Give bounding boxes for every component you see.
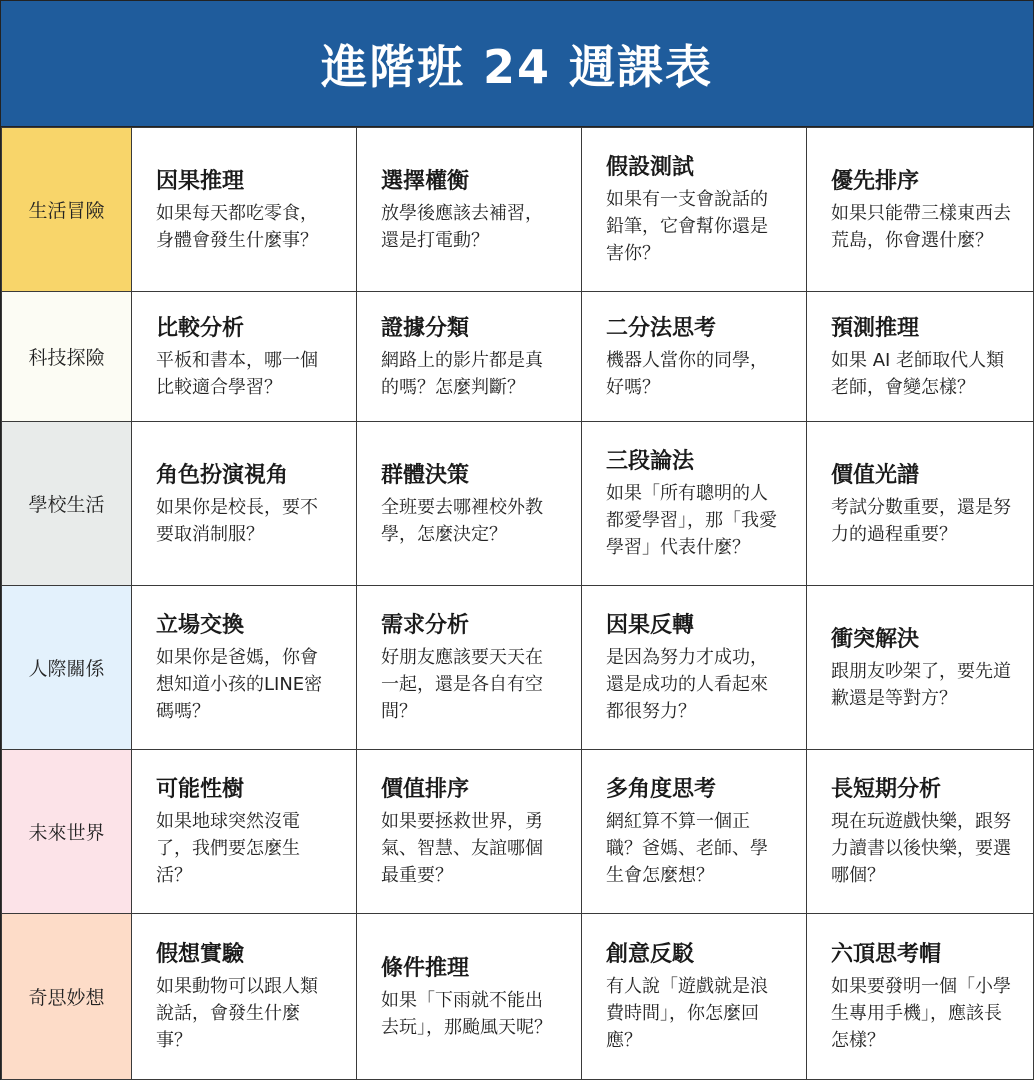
lesson-cell	[807, 750, 1034, 914]
table-row	[2, 292, 1034, 422]
lesson-question: 有人說「遊戲就是浪費時間」，你怎麼回應？	[606, 976, 768, 1051]
lesson-topic: 六頂思考帽	[831, 942, 942, 967]
lesson-topic: 長短期分析	[831, 777, 942, 802]
table-row	[2, 750, 1034, 914]
lesson-cell	[582, 586, 807, 750]
lesson-topic: 角色扮演視角	[156, 462, 289, 488]
header-banner	[1, 1, 1033, 127]
lesson-question: 如果要拯救世界，勇氣、智慧、友誼哪個最重要？	[381, 811, 543, 886]
lesson-topic: 因果推理	[156, 168, 245, 194]
lesson-cell	[582, 750, 807, 914]
lesson-topic: 選擇權衡	[381, 168, 470, 194]
lesson-cell	[132, 292, 357, 422]
lesson-cell	[357, 914, 582, 1080]
lesson-topic: 可能性樹	[156, 777, 245, 802]
lesson-cell	[582, 128, 807, 292]
category-label: 奇思妙想	[2, 914, 132, 1080]
lesson-cell	[582, 914, 807, 1080]
lesson-cell	[807, 422, 1034, 586]
lesson-question: 如果 AI 老師取代人類老師，會變怎樣？	[831, 349, 1005, 398]
lesson-topic: 假想實驗	[156, 942, 245, 967]
lesson-cell	[132, 750, 357, 914]
lesson-cell	[132, 914, 357, 1080]
table-row	[2, 128, 1034, 292]
lesson-question: 是因為努力才成功，還是成功的人看起來都很努力？	[606, 647, 768, 722]
lesson-cell	[807, 292, 1034, 422]
schedule-table-body	[2, 128, 1034, 1080]
lesson-question: 好朋友應該要天天在一起，還是各自有空間？	[381, 647, 543, 722]
category-label: 生活冒險	[2, 128, 132, 292]
lesson-topic: 創意反駁	[606, 942, 695, 967]
lesson-question: 如果你是爸媽，你會想知道小孩的LINE密碼嗎？	[156, 647, 323, 722]
schedule-table	[1, 127, 1034, 1080]
lesson-topic: 價值排序	[381, 777, 470, 802]
lesson-topic: 預測推理	[831, 315, 920, 341]
lesson-question: 考試分數重要，還是努力的過程重要？	[831, 496, 1011, 545]
category-label: 人際關係	[2, 586, 132, 750]
lesson-question: 跟朋友吵架了，要先道歉還是等對方？	[831, 660, 1011, 709]
lesson-question: 平板和書本，哪一個比較適合學習？	[156, 349, 318, 398]
category-label: 未來世界	[2, 750, 132, 914]
lesson-cell	[357, 750, 582, 914]
category-label: 學校生活	[2, 422, 132, 586]
lesson-topic: 因果反轉	[606, 613, 695, 638]
lesson-question: 如果「所有聰明的人都愛學習」，那「我愛學習」代表什麼？	[606, 483, 777, 558]
lesson-cell	[582, 292, 807, 422]
lesson-cell	[357, 422, 582, 586]
lesson-question: 如果動物可以跟人類說話，會發生什麼事？	[156, 976, 318, 1051]
lesson-topic: 條件推理	[381, 955, 470, 981]
page-title: 進階班 24 週課表	[320, 39, 714, 94]
category-label: 科技探險	[2, 292, 132, 422]
lesson-cell	[582, 422, 807, 586]
lesson-question: 現在玩遊戲快樂，跟努力讀書以後快樂，要選哪個？	[831, 811, 1011, 886]
lesson-question: 如果有一支會說話的鉛筆，它會幫你還是害你？	[606, 189, 768, 264]
lesson-cell	[357, 586, 582, 750]
lesson-cell	[807, 586, 1034, 750]
lesson-topic: 假設測試	[606, 155, 695, 180]
lesson-question: 如果「下雨就不能出去玩」，那颱風天呢？	[381, 989, 552, 1038]
lesson-cell	[807, 128, 1034, 292]
lesson-question: 網路上的影片都是真的嗎？怎麼判斷？	[381, 349, 543, 398]
lesson-question: 全班要去哪裡校外教學，怎麼決定？	[381, 496, 543, 545]
lesson-question: 網紅算不算一個正職？爸媽、老師、學生會怎麼想？	[606, 811, 768, 886]
table-row	[2, 586, 1034, 750]
lesson-topic: 立場交換	[156, 613, 245, 638]
lesson-question: 如果地球突然沒電了，我們要怎麼生活？	[156, 811, 300, 886]
lesson-cell	[132, 586, 357, 750]
lesson-question: 放學後應該去補習，還是打電動？	[381, 202, 543, 251]
table-row	[2, 914, 1034, 1080]
lesson-question: 如果要發明一個「小學生專用手機」，應該長怎樣？	[831, 976, 1011, 1051]
lesson-question: 機器人當你的同學，好嗎？	[606, 349, 768, 398]
lesson-cell	[357, 128, 582, 292]
lesson-topic: 群體決策	[381, 462, 470, 488]
lesson-topic: 三段論法	[606, 449, 695, 474]
lesson-cell	[807, 914, 1034, 1080]
lesson-topic: 證據分類	[381, 315, 470, 341]
lesson-cell	[132, 422, 357, 586]
lesson-cell	[357, 292, 582, 422]
lesson-topic: 比較分析	[156, 315, 245, 341]
table-row	[2, 422, 1034, 586]
lesson-question: 如果你是校長，要不要取消制服？	[156, 496, 318, 545]
lesson-topic: 價值光譜	[831, 462, 920, 488]
lesson-question: 如果只能帶三樣東西去荒島，你會選什麼？	[831, 202, 1011, 251]
lesson-cell	[132, 128, 357, 292]
lesson-question: 如果每天都吃零食，身體會發生什麼事？	[156, 202, 318, 251]
lesson-topic: 多角度思考	[606, 777, 717, 802]
lesson-topic: 需求分析	[381, 613, 470, 638]
lesson-topic: 二分法思考	[606, 315, 717, 341]
lesson-topic: 優先排序	[831, 168, 920, 194]
lesson-topic: 衝突解決	[831, 626, 920, 652]
